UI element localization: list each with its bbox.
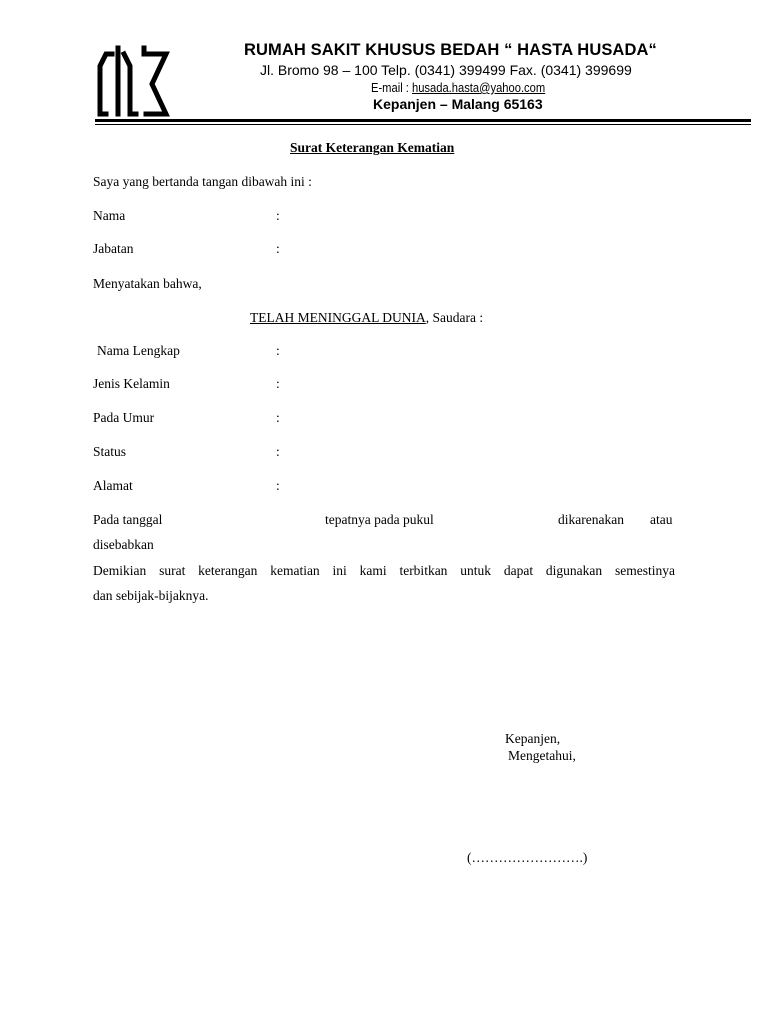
hospital-name: RUMAH SAKIT KHUSUS BEDAH “ HASTA HUSADA“	[244, 41, 657, 59]
letterhead-rule-thick	[95, 119, 751, 122]
letterhead-rule-thin	[95, 124, 751, 125]
field-label-jabatan: Jabatan	[93, 241, 134, 256]
hospital-address: Jl. Bromo 98 – 100 Telp. (0341) 399499 Fax. (0341) 399699	[260, 62, 632, 78]
field-colon-pada-umur: :	[276, 410, 280, 425]
hospital-city: Kepanjen – Malang 65163	[373, 96, 543, 112]
field-label-nama: Nama	[93, 208, 126, 223]
signature-acknowledged: Mengetahui,	[508, 748, 576, 763]
intro-text: Saya yang bertanda tangan dibawah ini :	[93, 174, 312, 189]
field-colon-status: :	[276, 444, 280, 459]
email-label: E-mail :	[371, 80, 412, 95]
hospital-email-line	[371, 80, 545, 95]
death-time-label: tepatnya pada pukul	[325, 512, 434, 527]
signature-name-blank: (…………………….)	[467, 850, 588, 865]
death-cause-label: dikarenakan	[558, 512, 624, 527]
declaration-suffix: , Saudara :	[425, 310, 484, 325]
signature-place: Kepanjen,	[505, 731, 561, 746]
death-reason-label: disebabkan	[93, 537, 154, 552]
declaration-line	[250, 310, 483, 326]
document-title: Surat Keterangan Kematian	[290, 140, 455, 155]
death-date-label: Pada tanggal	[93, 512, 163, 527]
field-label-nama-lengkap: Nama Lengkap	[97, 343, 180, 358]
field-label-alamat: Alamat	[93, 478, 133, 493]
field-colon-nama: :	[276, 208, 280, 223]
hospital-logo	[96, 44, 176, 120]
field-label-pada-umur: Pada Umur	[93, 410, 155, 425]
field-colon-alamat: :	[276, 478, 280, 493]
statement-text: Menyatakan bahwa,	[93, 276, 202, 291]
email-link[interactable]: husada.hasta@yahoo.com	[411, 80, 546, 95]
death-or-label: atau	[650, 512, 673, 527]
closing-line-2: dan sebijak-bijaknya.	[93, 588, 209, 603]
closing-line-1: Demikian surat keterangan kematian ini kami terbitkan untuk dapat digunakan semestinya	[93, 563, 675, 578]
field-colon-jabatan: :	[276, 241, 280, 256]
declaration-main: TELAH MENINGGAL DUNIA	[250, 310, 426, 325]
field-label-jenis-kelamin: Jenis Kelamin	[93, 376, 170, 391]
field-label-status: Status	[93, 444, 127, 459]
field-colon-jenis-kelamin: :	[276, 376, 280, 391]
field-colon-nama-lengkap: :	[276, 343, 280, 358]
